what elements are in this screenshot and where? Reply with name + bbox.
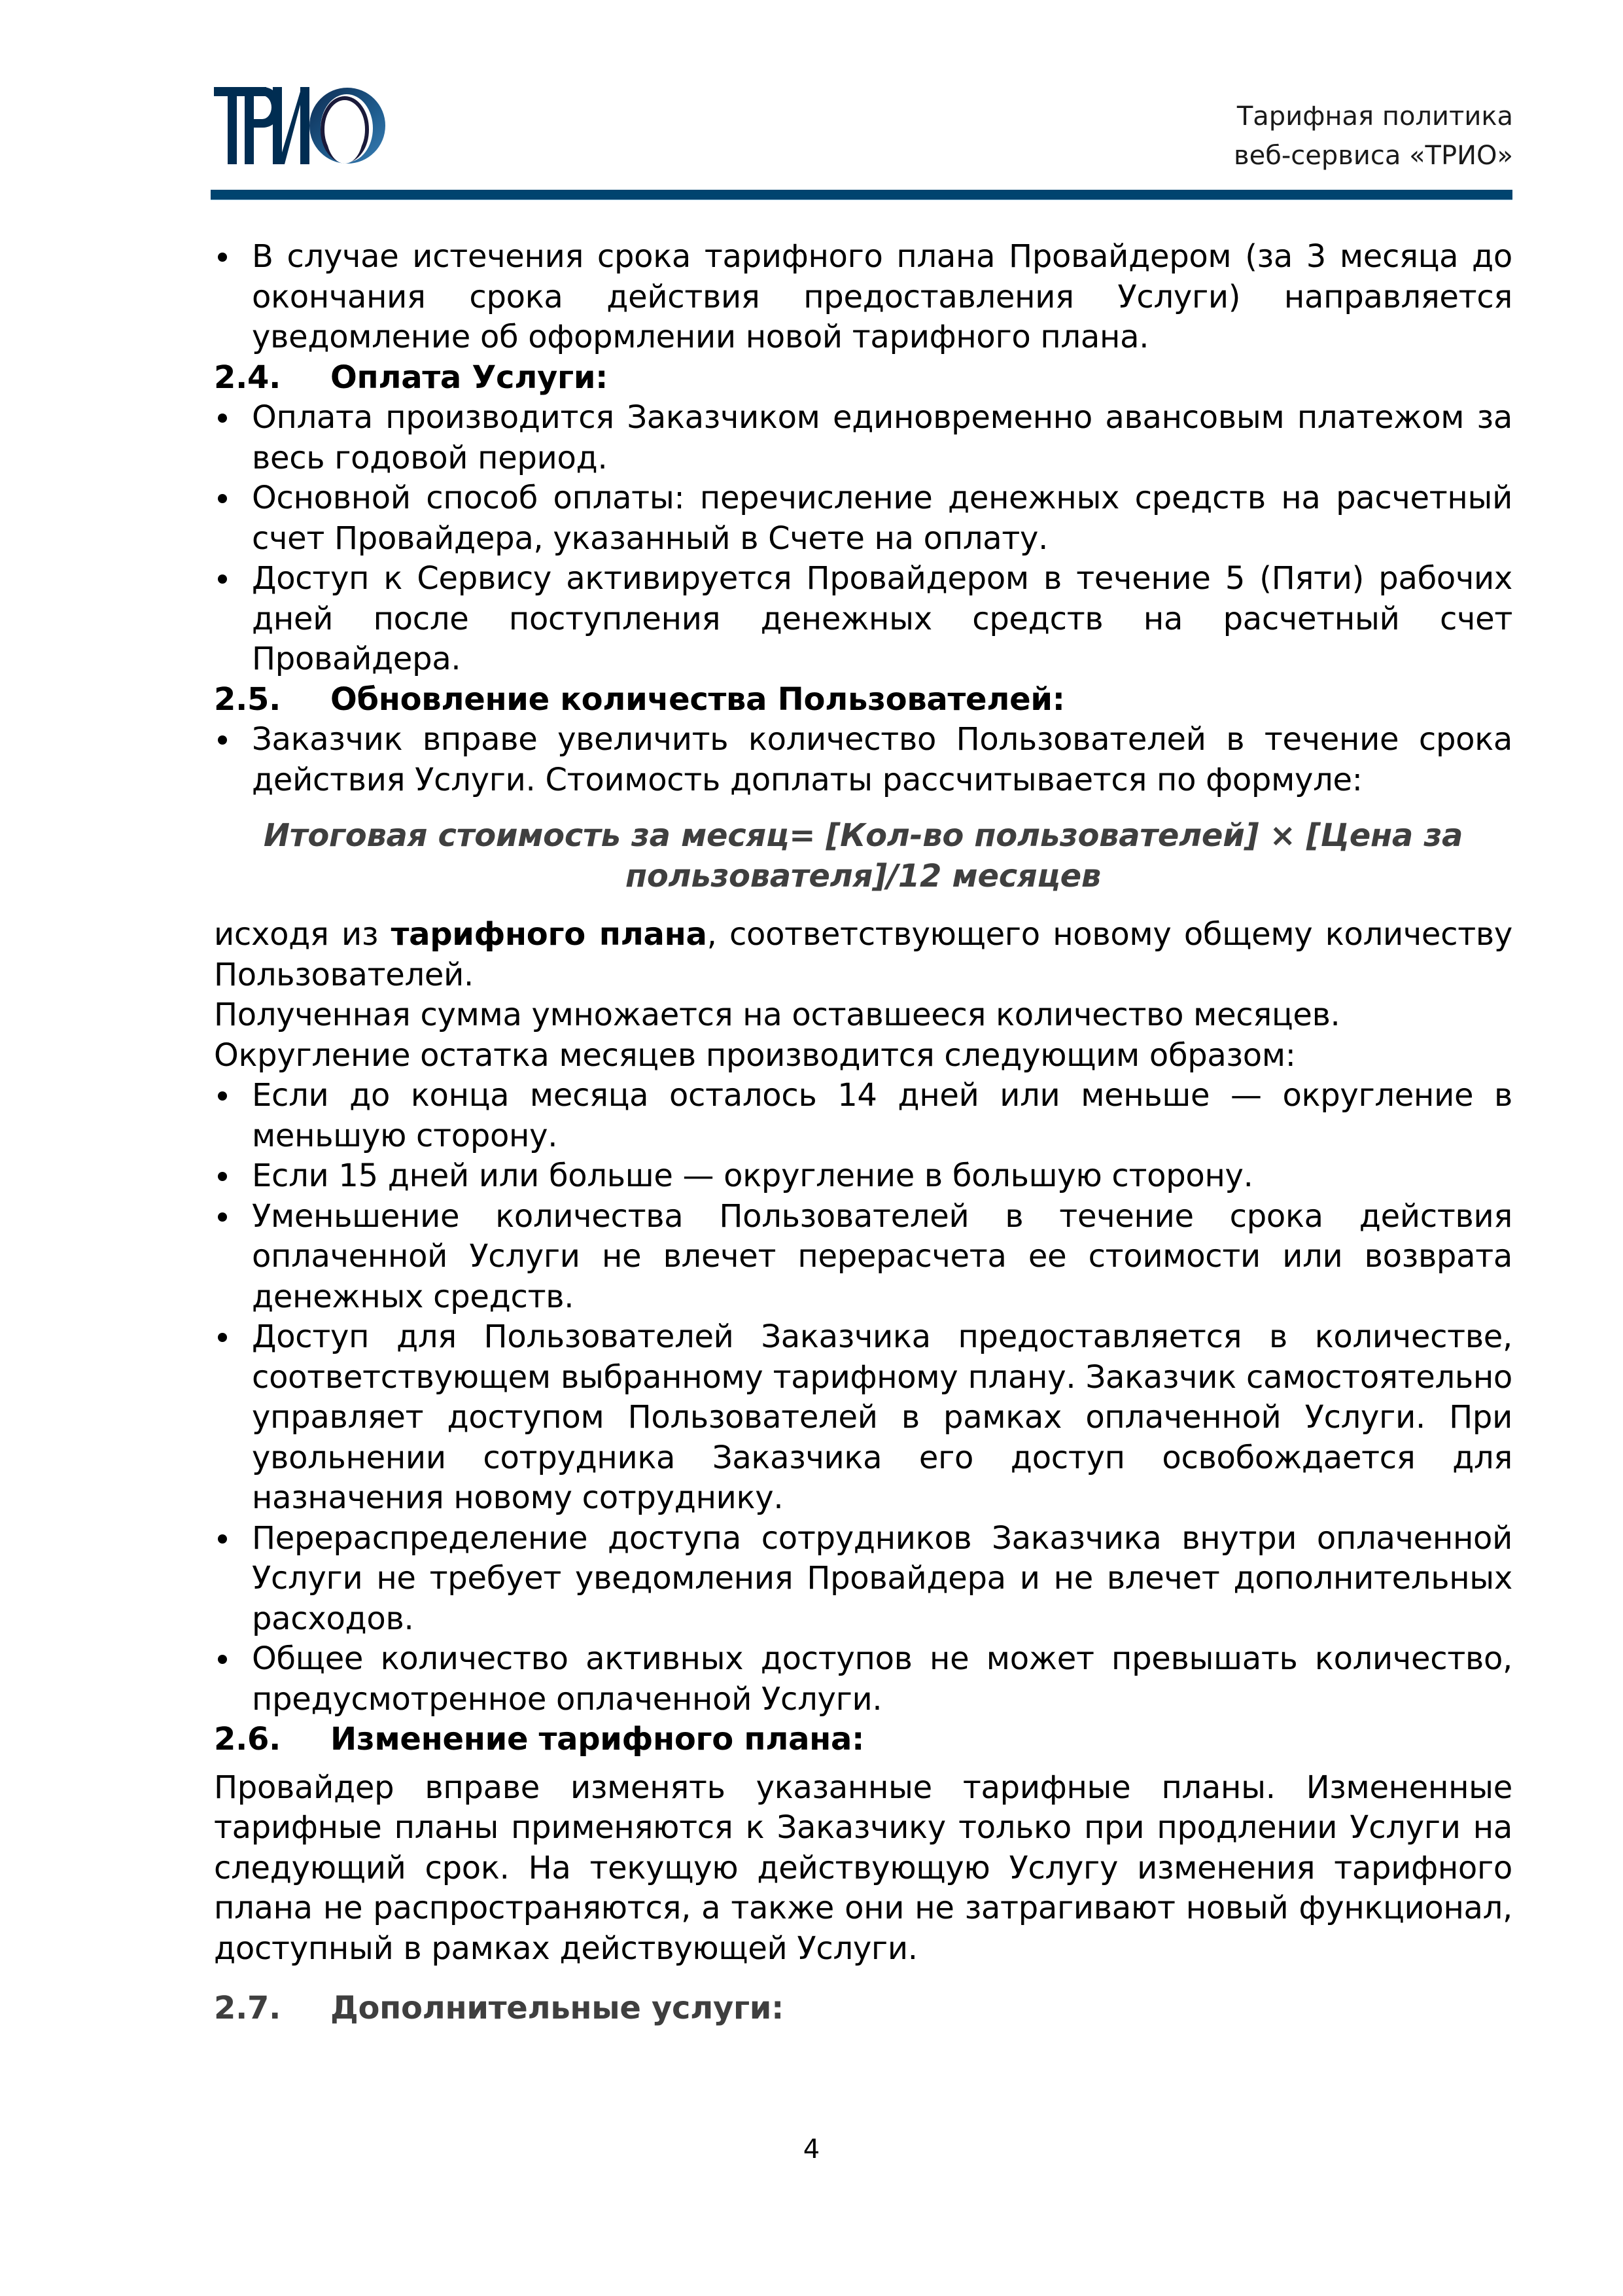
bullet-icon: [218, 1655, 227, 1664]
list-item: Если до конца месяца осталось 14 дней или меньше — округление в меньшую сторону.: [214, 1076, 1512, 1156]
paragraph: Округление остатка месяцев производится следующим образом:: [214, 1036, 1296, 1074]
emphasis-tariff-plan: тарифного плана: [391, 916, 707, 953]
section-heading-2-7: [214, 1988, 1512, 2029]
list-item: Общее количество активных доступов не может превышать количество, предусмотренное оплаченной Услуги.: [214, 1639, 1512, 1720]
payment-bullet-list: [214, 398, 1512, 680]
list-item: Оплата производится Заказчиком единовременно авансовым платежом за весь годовой период.: [214, 398, 1512, 478]
bullet-icon: [218, 494, 227, 503]
paragraph: Полученная сумма умножается на оставшееся количество месяцев.: [214, 997, 1340, 1033]
section-title: Дополнительные услуги:: [330, 1990, 784, 2026]
bullet-icon: [218, 574, 227, 584]
list-item: Заказчик вправе увеличить количество Пользователей в течение срока действия Услуги. Стоимость доплаты рассчитывается по формуле:: [214, 720, 1512, 800]
bullet-icon: [218, 735, 227, 745]
section-number: 2.6.: [214, 1721, 281, 1757]
header-title-line2: веб-сервиса «ТРИО»: [1234, 141, 1513, 171]
intro-bullet-list: [214, 237, 1512, 358]
list-item: Основной способ оплаты: перечисление денежных средств на расчетный счет Провайдера, указанный в Счете на оплату.: [214, 478, 1512, 559]
bullet-icon: [218, 1333, 227, 1342]
list-item: В случае истечения срока тарифного плана Провайдером (за 3 месяца до окончания срока действия предоставления Услуги) направляется уведомление об оформлении новой тарифного плана.: [214, 237, 1512, 358]
trio-logo-icon: [211, 84, 479, 169]
header-divider: [211, 190, 1512, 200]
section-number: 2.7.: [214, 1990, 281, 2026]
section-number: 2.5.: [214, 680, 281, 718]
bullet-icon: [218, 414, 227, 423]
document-body: [214, 237, 1512, 2029]
document-header-title: [1234, 97, 1513, 175]
bullet-icon: [218, 1172, 227, 1181]
list-item: Перераспределение доступа сотрудников Заказчика внутри оплаченной Услуги не требует уведомления Провайдера и не влечет дополнительных расходов.: [214, 1519, 1512, 1640]
formula-explanation: исходя из тарифного плана, соответствующего новому общему количеству Пользователей.: [214, 916, 1512, 993]
bullet-icon: [218, 1212, 227, 1222]
list-item: Если 15 дней или больше — округление в большую сторону.: [214, 1156, 1512, 1197]
list-item: Уменьшение количества Пользователей в течение срока действия оплаченной Услуги не влечет перерасчета ее стоимости или возврата денежных средств.: [214, 1197, 1512, 1318]
bullet-icon: [218, 1534, 227, 1544]
section-heading-2-6: [214, 1720, 1512, 1760]
section-number: 2.4.: [214, 359, 281, 396]
bullet-icon: [218, 253, 227, 262]
users-bullet-list: [214, 720, 1512, 800]
bullet-icon: [218, 1091, 227, 1101]
header-title-line1: Тарифная политика: [1236, 101, 1513, 132]
list-item: Доступ к Сервису активируется Провайдером в течение 5 (Пяти) рабочих дней после поступления денежных средств на расчетный счет Провайдера.: [214, 559, 1512, 680]
section-title: Изменение тарифного плана:: [330, 1721, 865, 1757]
list-item: Доступ для Пользователей Заказчика предоставляется в количестве, соответствующем выбранному тарифному плану. Заказчик самостоятельно управляет доступом Пользователей в рамках оплаченной Услуги. При увольнении сотрудника Заказчика его доступ освобождается для назначения новому сотруднику.: [214, 1317, 1512, 1519]
section-title: Оплата Услуги:: [330, 359, 608, 396]
paragraph: Провайдер вправе изменять указанные тарифные планы. Измененные тарифные планы применяются к Заказчику только при продлении Услуги на следующий срок. На текущую действующую Услугу изменения тарифного плана не распространяются, а также они не затрагивают новый функционал, доступный в рамках действующей Услуги.: [214, 1769, 1512, 1967]
rounding-bullet-list: [214, 1076, 1512, 1720]
page-number: 4: [803, 2134, 820, 2164]
section-heading-2-4: [214, 358, 1512, 398]
price-formula: Итоговая стоимость за месяц= [Кол-во пользователей] × [Цена за пользователя]/12 месяцев: [263, 817, 1463, 894]
section-heading-2-5: [214, 680, 1512, 720]
section-title: Обновление количества Пользователей:: [330, 680, 1065, 718]
